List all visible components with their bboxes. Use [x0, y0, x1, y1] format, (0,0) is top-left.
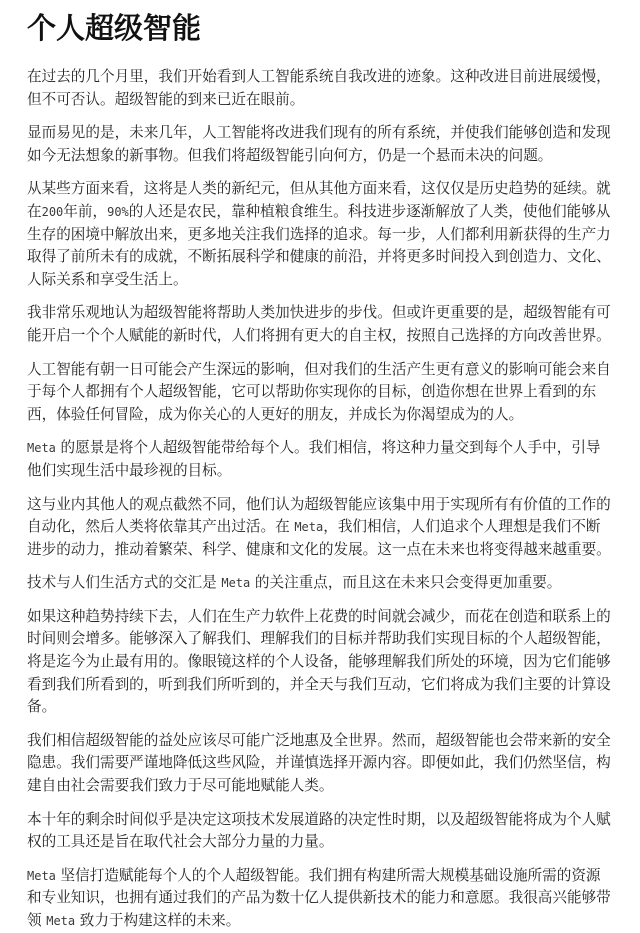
- paragraph: 人工智能有朝一日可能会产生深远的影响，但对我们的生活产生更有意义的影响可能会来自于每个人都拥有个人超级智能，它可以帮助你实现你的目标，创造你想在世界上看到的东西，体验任何冒险，成为你关心的人更好的朋友，并成长为你渴望成为的人。: [27, 360, 611, 423]
- inline-term: Meta: [27, 441, 56, 456]
- article: [27, 0, 611, 933]
- paragraph: Meta 的愿景是将个人超级智能带给每个人。我们相信，将这种力量交到每个人手中，引导他们实现生活中最珍视的目标。: [27, 439, 601, 479]
- inline-term: Meta: [46, 914, 76, 928]
- paragraph: 本十年的剩余时间似乎是决定这项技术发展道路的决定性时期，以及超级智能将成为个人赋权的工具还是旨在取代社会大部分力量的力量。: [27, 810, 611, 851]
- inline-term: Meta: [221, 576, 251, 591]
- paragraph: 我非常乐观地认为超级智能将帮助人类加快进步的步伐。但或许更重要的是，超级智能有可能开启一个个人赋能的新时代，人们将拥有更大的自主权，按照自己选择的方向改善世界。: [27, 304, 611, 344]
- paragraph: 从某些方面来看，这将是人类的新纪元，但从其他方面来看，这仅仅是历史趋势的延续。就在200年前，90%的人还是农民，靠种植粮食维生。科技进步逐渐解放了人类，使他们能够从生存的困境中解放出来，更多地关注我们选择的追求。每一步，人们都利用新获得的生产力取得了前所未有的成就，不断拓展科学和健康的前沿，并将更多时间投入到创造力、文化、人际关系和享受生活上。: [27, 180, 611, 288]
- paragraph: 在过去的几个月里，我们开始看到人工智能系统自我改进的迹象。这种改进目前进展缓慢，但不可否认。超级智能的到来已近在眼前。: [27, 68, 611, 108]
- paragraph: 我们相信超级智能的益处应该尽可能广泛地惠及全世界。然而，超级智能也会带来新的安全隐患。我们需要严谨地降低这些风险，并谨慎选择开源内容。即便如此，我们仍然坚信，构建自由社会需要我们致力于尽可能地赋能人类。: [27, 731, 611, 795]
- inline-term: 90%: [107, 204, 129, 219]
- paragraph: 显而易见的是，未来几年，人工智能将改进我们现有的所有系统，并使我们能够创造和发现如今无法想象的新事物。但我们将超级智能引向何方，仍是一个悬而未决的问题。: [27, 124, 611, 164]
- paragraph: 这与业内其他人的观点截然不同，他们认为超级智能应该集中用于实现所有有价值的工作的自动化，然后人类将依靠其产出过活。在 Meta，我们相信，人们追求个人理想是我们不断进步的动力，推动着繁荣、科学、健康和文化的发展。这一点在未来也将变得越来越重要。: [27, 495, 611, 558]
- paragraph: Meta 坚信打造赋能每个人的个人超级智能。我们拥有构建所需大规模基础设施所需的资源和专业知识，也拥有通过我们的产品为数十亿人提供新技术的能力和意愿。我很高兴能够带领 Meta 致力于构建这样的未来。: [27, 866, 611, 929]
- inline-term: Meta: [27, 868, 56, 883]
- page-title: 个人超级智能: [27, 11, 202, 45]
- paragraph: 技术与人们生活方式的交汇是 Meta 的关注重点，而且这在未来只会变得更加重要。: [27, 574, 562, 592]
- paragraph: 如果这种趋势持续下去，人们在生产力软件上花费的时间就会减少，而花在创造和联系上的时间则会增多。能够深入了解我们、理解我们的目标并帮助我们实现目标的个人超级智能，将是迄今为止最有用的。像眼镜这样的个人设备，能够理解我们所处的环境，因为它们能够看到我们所看到的，听到我们所听到的，并全天与我们互动，它们将成为我们主要的计算设备。: [27, 607, 611, 716]
- article-body: [27, 66, 611, 933]
- inline-term: 200: [41, 204, 64, 219]
- inline-term: Meta: [294, 520, 324, 535]
